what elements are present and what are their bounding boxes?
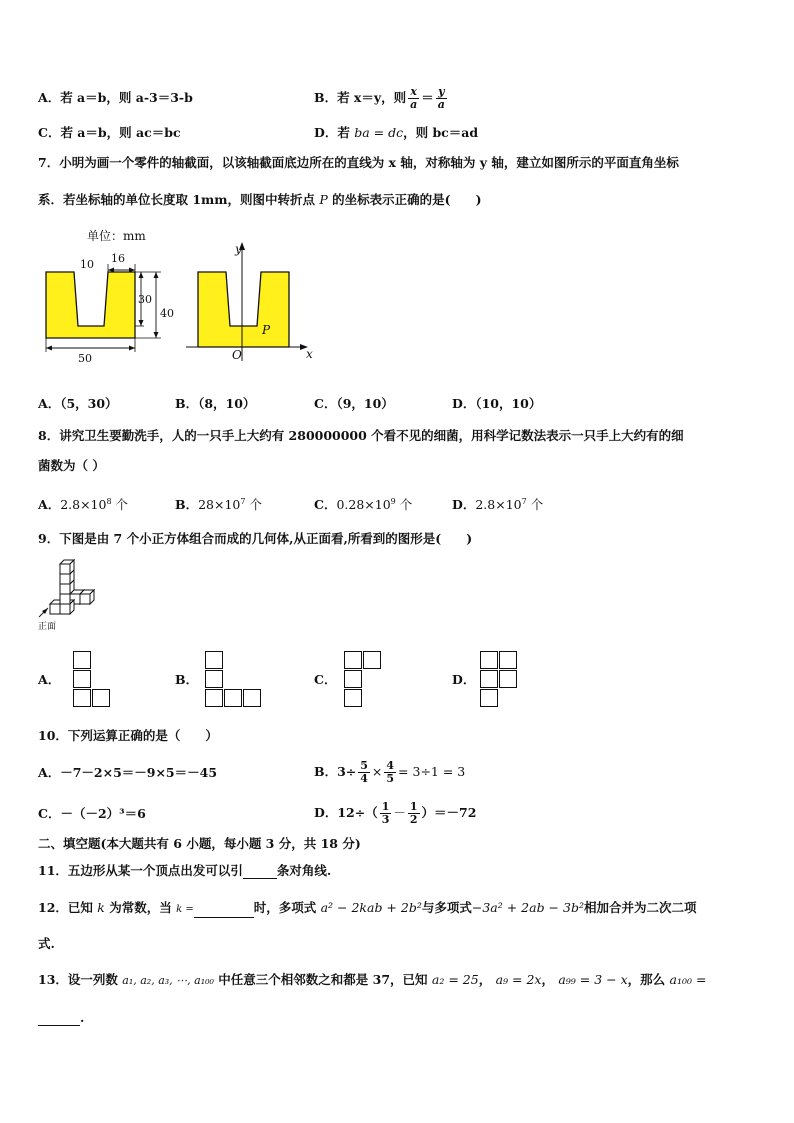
q6-d-suffix: ，则 bc＝ad — [403, 125, 479, 140]
q10-b-prefix: B．3÷ — [314, 764, 357, 779]
q7-dim-30: 30 — [138, 293, 152, 306]
q13-mid: 中任意三个相邻数之和都是 37，已知 — [218, 972, 428, 987]
q8-option-c — [314, 494, 412, 513]
view-grid-cell — [73, 651, 91, 669]
q7-figure — [36, 226, 326, 366]
q8-d-unit: 个 — [530, 497, 544, 513]
q8-stem-line2: 菌数为（ ） — [38, 458, 105, 473]
q9-option-a-figure — [73, 651, 113, 709]
q7-stem-line2 — [38, 192, 482, 208]
q10-option-a: A．－7－2×5＝－9×5＝－45 — [38, 765, 218, 780]
q13-cond-a2: a₂ = 25 — [431, 972, 479, 987]
q10-option-d — [314, 795, 476, 831]
q12-mid1: 为常数，当 — [109, 900, 172, 915]
q13-pre: 13．设一列数 — [38, 972, 118, 987]
q10-d-f2-num: 1 — [409, 799, 418, 813]
q9-stem: 9．下图是由 7 个小正方体组合而成的几何体,从正面看,所看到的图形是( ) — [38, 531, 473, 546]
q6-option-d — [314, 125, 478, 141]
q7-origin-label: O — [232, 348, 242, 362]
q10-d-f2-den: 2 — [409, 812, 418, 826]
view-grid-cell — [344, 651, 362, 669]
view-grid-cell — [363, 651, 381, 669]
view-grid-cell — [480, 689, 498, 707]
q8-b-value: 28×10 — [198, 497, 241, 513]
q10-d-suffix: ）＝－72 — [421, 805, 477, 820]
q8-a-label: A． — [38, 497, 61, 513]
q12 — [38, 900, 696, 918]
q13-ask-a100: a₁₀₀ = — [669, 972, 707, 987]
view-grid-cell — [480, 670, 498, 688]
view-grid-cell — [205, 670, 223, 688]
q9-option-d-label: D． — [452, 672, 476, 687]
q6-option-a: A．若 a＝b，则 a-3＝3-b — [38, 90, 193, 105]
q8-a-value: 2.8×10 — [60, 497, 107, 513]
q7-dim-40: 40 — [160, 307, 174, 320]
q13-answer-blank[interactable] — [38, 1011, 80, 1026]
q12-poly1: a² − 2kab + 2b² — [320, 900, 422, 915]
q13-cond-a9: a₉ = 2x — [495, 972, 542, 987]
q10-d-fraction-1 — [380, 801, 392, 826]
q10-d-f1-num: 1 — [381, 799, 390, 813]
q10-b-result: = 3÷1 = 3 — [398, 764, 466, 779]
q12-poly2: −3a² + 2ab − 3b² — [471, 900, 584, 915]
q8-c-exponent: 9 — [390, 497, 396, 506]
view-grid-cell — [480, 651, 498, 669]
q8-b-label: B． — [175, 497, 199, 513]
q6-b-equals: ＝ — [421, 90, 434, 105]
q12-post: 相加合并为二次二项 — [583, 900, 697, 915]
q13: 13．设一列数 a₁, a₂, a₃, ⋯, a₁₀₀ 中任意三个相邻数之和都是 37，已知 a₂ = 25， a₉ = 2x， a₉₉ = 3 − x，那么 a₁₀₀ = — [38, 972, 707, 987]
q12-mid2: 时，多项式 — [253, 900, 317, 915]
q10-stem: 10．下列运算正确的是（ ） — [38, 728, 218, 743]
q10-b-fraction-1 — [358, 760, 370, 785]
q9-option-c-figure — [344, 651, 384, 709]
q7-stem-line2-post: 的坐标表示正确的是( ) — [332, 192, 482, 207]
q6-option-b — [314, 80, 449, 116]
view-grid-cell — [92, 689, 110, 707]
q8-d-label: D． — [452, 497, 476, 513]
q13-end: . — [80, 1010, 85, 1025]
section-fill-in-heading: 二、填空题(本大题共有 6 小题，每小题 3 分，共 18 分) — [38, 836, 361, 851]
q7-right-part — [198, 272, 289, 347]
q9-option-c-label: C． — [314, 672, 337, 687]
q7-dim-16: 16 — [111, 252, 125, 265]
q10-d-fraction-2 — [408, 801, 420, 826]
q10-d-prefix: D．12÷（ — [314, 805, 378, 820]
q7-stem-line2-pre: 系．若坐标轴的单位长度取 1mm，则图中转折点 — [38, 192, 316, 207]
q8-d-exponent: 7 — [521, 497, 527, 506]
q12-k-equals: k = — [176, 904, 194, 915]
q13-line2 — [38, 1010, 84, 1026]
view-grid-cell — [205, 689, 223, 707]
q8-d-value: 2.8×10 — [475, 497, 522, 513]
q13-tail: ，那么 — [627, 972, 666, 987]
view-grid-cell — [205, 651, 223, 669]
view-grid-cell — [344, 670, 362, 688]
q11-post: 条对角线. — [276, 863, 332, 878]
view-grid-cell — [224, 689, 242, 707]
q13-sequence: a₁, a₂, a₃, ⋯, a₁₀₀ — [122, 974, 214, 987]
view-grid-cell — [499, 651, 517, 669]
q8-stem-line1: 8．讲究卫生要勤洗手，人的一只手上大约有 280000000 个看不见的细菌，用科学记数法表示一只手上大约有的细 — [38, 428, 684, 443]
q6-b-f1-num: x — [410, 84, 417, 98]
q9-option-b-label: B． — [175, 672, 199, 687]
q6-option-b-prefix: B．若 x＝y，则 — [314, 90, 407, 105]
q10-b-times: × — [371, 764, 383, 779]
q7-option-a: A．（5，30） — [38, 396, 118, 411]
q8-option-a — [38, 494, 128, 513]
q10-b-f2-den: 5 — [386, 771, 395, 785]
q10-d-f1-den: 3 — [381, 812, 390, 826]
q10-d-minus: － — [393, 805, 406, 820]
q9-option-b-figure — [205, 651, 265, 709]
q8-a-unit: 个 — [115, 497, 129, 513]
q10-b-f1-den: 4 — [360, 771, 368, 785]
q9-front-label: 正面 — [38, 622, 57, 632]
q7-left-part — [46, 272, 135, 338]
q9-cube-figure — [36, 556, 106, 624]
view-grid-cell — [344, 689, 362, 707]
q7-axis-x-label: x — [306, 347, 313, 361]
q8-b-exponent: 7 — [240, 497, 246, 506]
q7-unit-label: 单位：mm — [87, 229, 146, 243]
q9-option-a-label: A． — [38, 672, 61, 687]
q7-option-c: C．（9，10） — [314, 396, 394, 411]
q11-answer-blank[interactable] — [243, 864, 277, 879]
q6-b-f2-num: y — [438, 84, 445, 98]
q10-b-f1-num: 5 — [360, 758, 368, 772]
q7-diagram — [36, 226, 326, 366]
q8-a-exponent: 8 — [106, 497, 112, 506]
q12-mid3: 与多项式 — [421, 900, 472, 915]
q8-option-b — [175, 494, 262, 513]
q6-d-math: ba = dc — [354, 125, 404, 140]
q7-axis-y-label: y — [235, 242, 242, 256]
q10-option-b — [314, 754, 465, 790]
q6-b-f1-den: a — [410, 97, 418, 111]
q12-pre: 12．已知 — [38, 900, 93, 915]
q7-point-p-ref: P — [319, 192, 328, 207]
q6-b-f2-den: a — [437, 97, 445, 111]
view-grid-cell — [243, 689, 261, 707]
q9-option-d-figure — [480, 651, 520, 709]
q6-d-prefix: D．若 — [314, 125, 350, 140]
q13-cond-a99: a₉₉ = 3 − x — [558, 972, 628, 987]
view-grid-cell — [73, 670, 91, 688]
q8-c-unit: 个 — [399, 497, 413, 513]
q10-b-fraction-2 — [384, 760, 396, 785]
q10-b-f2-num: 4 — [386, 758, 395, 772]
q6-option-c: C．若 a＝b，则 ac＝bc — [38, 125, 181, 140]
q8-c-value: 0.28×10 — [336, 497, 391, 513]
q12-answer-blank[interactable] — [194, 903, 254, 918]
q6-b-fraction-1 — [408, 86, 419, 111]
q11 — [38, 863, 331, 879]
q7-option-b: B．（8，10） — [175, 396, 256, 411]
q12-k: k — [97, 900, 105, 915]
q11-pre: 11．五边形从某一个顶点出发可以引 — [38, 863, 243, 878]
q7-dim-10: 10 — [80, 258, 94, 271]
view-grid-cell — [73, 689, 91, 707]
q12-line2: 式. — [38, 936, 55, 951]
view-grid-cell — [499, 670, 517, 688]
q8-option-d — [452, 494, 543, 513]
q10-option-c: C．－（－2）³＝6 — [38, 806, 146, 821]
q8-b-unit: 个 — [249, 497, 262, 513]
q8-c-label: C． — [314, 497, 337, 513]
q7-option-d: D．（10，10） — [452, 396, 542, 411]
q7-stem-line1: 7．小明为画一个零件的轴截面，以该轴截面底边所在的直线为 x 轴，对称轴为 y 轴，建立如图所示的平面直角坐标 — [38, 155, 679, 170]
q6-b-fraction-2 — [436, 86, 447, 111]
q7-point-p-label: P — [262, 323, 271, 337]
q7-dim-50: 50 — [78, 352, 92, 365]
